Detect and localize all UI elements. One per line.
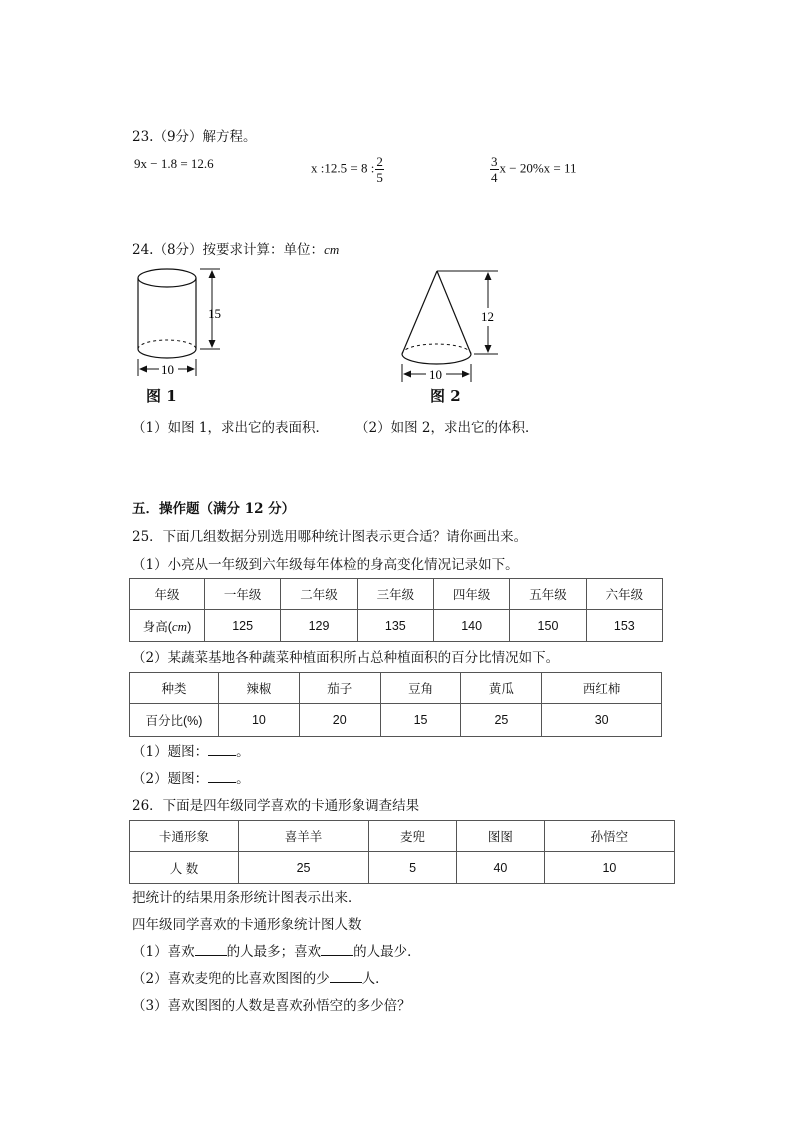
q23-title: 23.（9分）解方程。 — [132, 129, 257, 145]
q26-question-1 — [132, 940, 421, 960]
table-header-cell: 孙悟空 — [544, 821, 674, 852]
table-header-cell: 麦兜 — [369, 821, 457, 852]
table-cell: 135 — [357, 610, 433, 642]
arrow-left-icon — [139, 366, 147, 373]
table-header-cell: 黄瓜 — [461, 673, 542, 704]
table-row — [130, 610, 663, 642]
q25-title: 25．下面几组数据分别选用哪种统计图表示更合适？请你画出来。 — [132, 529, 528, 545]
table-cell: 20 — [299, 704, 380, 737]
cone-base-front — [402, 354, 471, 364]
question-text: （2）喜欢麦兜的比喜欢图图的少 — [132, 971, 330, 987]
q26-instruction: 把统计的结果用条形统计图表示出来． — [132, 890, 362, 906]
fraction-denominator: 5 — [376, 170, 383, 185]
table-header-cell: 图图 — [456, 821, 544, 852]
cone-right-edge — [437, 271, 471, 354]
table-header-cell: 一年级 — [205, 579, 281, 610]
table-cell: 40 — [456, 852, 544, 884]
table-header-cell: 年级 — [130, 579, 205, 610]
table-cell: 153 — [586, 610, 662, 642]
arrow-left-icon — [403, 371, 411, 378]
table-row — [130, 852, 675, 884]
q26-question-3: （3）喜欢图图的人数是喜欢孙悟空的多少倍？ — [132, 998, 411, 1014]
question-text: 的人最多；喜欢 — [226, 944, 322, 960]
q23-equation-2 — [311, 154, 385, 185]
q24-unit: cm — [324, 242, 340, 257]
table-cell: 10 — [544, 852, 674, 884]
table-cell: 150 — [510, 610, 586, 642]
answer-suffix: 。 — [236, 744, 250, 760]
table-cell: 5 — [369, 852, 457, 884]
q23-equation-3-right: x − 20%x = 11 — [499, 160, 577, 176]
table-header-row — [130, 579, 663, 610]
figure-1-cylinder — [128, 262, 238, 382]
fraction-denominator: 4 — [491, 170, 498, 185]
table-header-cell: 辣椒 — [219, 673, 300, 704]
cylinder-top-ellipse — [138, 269, 196, 287]
cylinder-bottom-back-dashed — [138, 340, 196, 349]
table-row-label: 百分比(%) — [130, 704, 219, 737]
row-label-prefix: 身高( — [142, 619, 172, 634]
fraction-numerator: 3 — [491, 154, 498, 169]
cartoon-survey-table — [129, 820, 675, 884]
table-header-cell: 五年级 — [510, 579, 586, 610]
row-label-unit: cm — [171, 618, 188, 634]
arrow-right-icon — [462, 371, 470, 378]
table-header-cell: 三年级 — [357, 579, 433, 610]
q23-equation-3 — [489, 154, 577, 185]
q25-part-1: （1）小亮从一年级到六年级每年体检的身高变化情况记录如下。 — [132, 557, 519, 573]
row-label-suffix: ) — [187, 619, 192, 634]
q25-answer-2 — [132, 767, 250, 787]
q24-title — [132, 238, 339, 258]
table-cell: 125 — [205, 610, 281, 642]
answer-blank[interactable] — [321, 955, 353, 956]
table-row — [130, 704, 662, 737]
q24-title-text: 24.（8分）按要求计算：单位： — [132, 242, 325, 258]
answer-blank[interactable] — [330, 982, 362, 983]
answer-blank[interactable] — [208, 755, 236, 756]
table-cell: 10 — [219, 704, 300, 737]
figure-2-caption: 图 2 — [430, 387, 461, 405]
q26-question-2 — [132, 967, 389, 987]
q23-equation-2-fraction — [375, 154, 384, 185]
table-header-cell: 六年级 — [586, 579, 662, 610]
table-header-cell: 喜羊羊 — [239, 821, 369, 852]
figure-2-height-label: 12 — [481, 309, 494, 324]
arrow-right-icon — [187, 366, 195, 373]
figure-1-diameter-label: 10 — [161, 362, 174, 377]
answer-blank[interactable] — [208, 782, 236, 783]
figure-2-diameter-label: 10 — [429, 367, 442, 382]
vegetable-table — [129, 672, 662, 737]
arrow-up-icon — [209, 270, 216, 278]
q26-chart-title: 四年级同学喜欢的卡通形象统计图人数 — [132, 917, 362, 933]
table-row-label: 人 数 — [130, 852, 239, 884]
arrow-down-icon — [209, 340, 216, 348]
table-cell: 140 — [433, 610, 509, 642]
height-table — [129, 578, 663, 642]
table-cell: 25 — [239, 852, 369, 884]
figure-2-cone — [396, 262, 508, 386]
table-header-cell: 茄子 — [299, 673, 380, 704]
answer-prefix: （2）题图： — [132, 771, 209, 787]
table-cell: 129 — [281, 610, 357, 642]
table-header-cell: 西红柿 — [542, 673, 662, 704]
q24-subquestion-2: （2）如图 2，求出它的体积． — [355, 420, 539, 436]
table-cell: 30 — [542, 704, 662, 737]
figure-1-caption: 图 1 — [146, 387, 177, 405]
table-row-label — [130, 610, 205, 642]
table-header-cell: 豆角 — [380, 673, 461, 704]
table-cell: 15 — [380, 704, 461, 737]
table-header-cell: 卡通形象 — [130, 821, 239, 852]
cone-base-back-dashed — [402, 344, 471, 354]
answer-blank[interactable] — [195, 955, 227, 956]
table-header-cell: 种类 — [130, 673, 219, 704]
q26-title: 26．下面是四年级同学喜欢的卡通形象调查结果 — [132, 798, 420, 814]
table-header-row — [130, 821, 675, 852]
cylinder-bottom-front — [138, 349, 196, 358]
table-header-row — [130, 673, 662, 704]
figure-1-height-label: 15 — [208, 306, 221, 321]
table-header-cell: 二年级 — [281, 579, 357, 610]
q24-subquestion-1: （1）如图 1，求出它的表面积． — [132, 420, 329, 436]
question-text: 人． — [361, 971, 389, 987]
cone-left-edge — [402, 271, 437, 354]
table-cell: 25 — [461, 704, 542, 737]
q23-equation-2-left: x :12.5 = 8 : — [311, 160, 375, 176]
q25-part-2: （2）某蔬菜基地各种蔬菜种植面积所占总种植面积的百分比情况如下。 — [132, 650, 560, 666]
section-5-heading: 五．操作题（满分 12 分） — [132, 501, 296, 517]
q23-equation-3-fraction — [490, 154, 499, 185]
arrow-down-icon — [485, 345, 492, 353]
q23-equation-1: 9x − 1.8 = 12.6 — [134, 156, 214, 171]
answer-prefix: （1）题图： — [132, 744, 209, 760]
question-text: （1）喜欢 — [132, 944, 195, 960]
answer-suffix: 。 — [236, 771, 250, 787]
table-header-cell: 四年级 — [433, 579, 509, 610]
fraction-numerator: 2 — [376, 154, 383, 169]
arrow-up-icon — [485, 272, 492, 280]
q25-answer-1 — [132, 740, 250, 760]
question-text: 的人最少． — [353, 944, 421, 960]
